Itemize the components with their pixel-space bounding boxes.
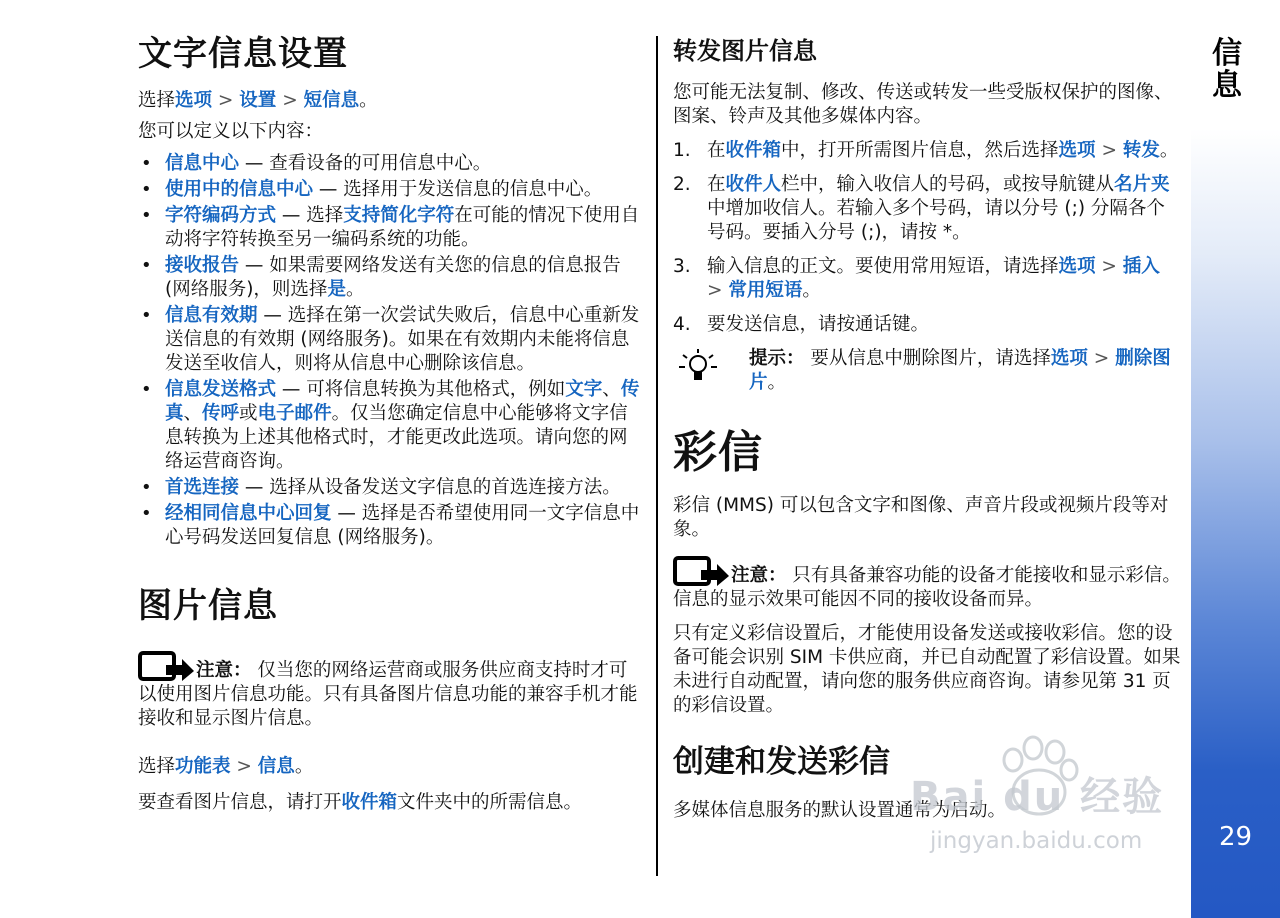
menu-link-messaging[interactable]: 信息 xyxy=(257,755,295,777)
tip-block xyxy=(673,347,1181,395)
list-item: • 信息有效期 — 选择在第一次尝试失败后，信息中心重新发送信息的有效期 (网络服务)。如果在有效期内未能将信息发送至收信人，则将从信息中心删除该信息。 xyxy=(138,304,643,376)
mms-intro: 彩信 (MMS) 可以包含文字和图像、声音片段或视频片段等对象。 xyxy=(673,494,1169,540)
menu-link-settings[interactable]: 设置 xyxy=(239,89,277,111)
mms-settings-para: 只有定义彩信设置后，才能使用设备发送或接收彩信。您的设备可能会识别 SIM 卡供应商，并已自动配置了彩信设置。如果未进行自动配置，请向您的服务供应商咨询。请参见第 31 页的彩信设置。 xyxy=(673,622,1181,716)
list-item: 3. 输入信息的正文。要使用常用短语，请选择选项 > 插入 > 常用短语。 xyxy=(673,256,1160,302)
right-column xyxy=(673,0,1181,823)
watermark-brand: Bai du 经验 xyxy=(910,774,1165,820)
left-column xyxy=(138,0,643,815)
column-divider xyxy=(656,36,658,876)
menu-path: 选择选项 > 设置 > 短信息。 xyxy=(138,89,378,111)
chapter-sidebar xyxy=(1191,0,1280,918)
page-number: 29 xyxy=(1218,822,1253,852)
note-block: 注意： 仅当您的网络运营商或服务供应商支持时才可以使用图片信息功能。只有具备图片信息功能的兼容手机才能接收和显示图片信息。 xyxy=(138,651,643,731)
list-item: 2. 在收件人栏中，输入收信人的号码，或按导航键从名片夹中增加收信人。若输入多个号码，请以分号 (;) 分隔各个号码。要插入分号 (;)，请按 *。 xyxy=(673,174,1170,244)
list-item: • 信息发送格式 — 可将信息转换为其他格式，例如文字、传真、传呼或电子邮件。仅当您确定信息中心能够将文字信息转换为上述其他格式时，才能更改此选项。请向您的网络运营商咨询。 xyxy=(138,378,643,474)
forward-steps xyxy=(673,139,1181,337)
note-icon xyxy=(673,556,731,588)
intro-text: 您可以定义以下内容： xyxy=(138,120,324,142)
list-item: • 信息中心 — 查看设备的可用信息中心。 xyxy=(138,152,643,176)
forward-intro: 您可能无法复制、修改、传送或转发一些受版权保护的图像、图案、铃声及其他多媒体内容。 xyxy=(673,82,1173,128)
section-title-picture-messages: 图片信息 xyxy=(138,585,278,626)
section-title-text-settings: 文字信息设置 xyxy=(138,34,348,74)
menu-link-options[interactable]: 选项 xyxy=(175,89,213,111)
list-item: • 字符编码方式 — 选择支持简化字符在可能的情况下使用自动将字符转换至另一编码系统的功能。 xyxy=(138,204,643,252)
watermark-url: jingyan.baidu.com xyxy=(930,828,1143,854)
menu-link-sms[interactable]: 短信息 xyxy=(303,89,360,111)
view-instructions: 要查看图片信息，请打开收件箱文件夹中的所需信息。 xyxy=(138,791,583,813)
note-icon xyxy=(138,651,196,683)
create-intro: 多媒体信息服务的默认设置通常为启动。 xyxy=(673,800,1007,822)
settings-list xyxy=(138,152,643,550)
list-item: 1. 在收件箱中，打开所需图片信息，然后选择选项 > 转发。 xyxy=(673,140,1179,162)
section-title-mms: 彩信 xyxy=(673,427,763,479)
menu-path-2: 选择功能表 > 信息。 xyxy=(138,755,314,777)
section-title-forward: 转发图片信息 xyxy=(673,37,817,65)
list-item: 4. 要发送信息，请按通话键。 xyxy=(673,314,930,336)
tip-text: 提示： 要从信息中删除图片，请选择选项 > 删除图片。 xyxy=(749,348,1171,394)
inbox-link[interactable]: 收件箱 xyxy=(341,791,398,813)
menu-link-menu[interactable]: 功能表 xyxy=(175,755,231,777)
list-item: • 经相同信息中心回复 — 选择是否希望使用同一文字信息中心号码发送回复信息 (网络服务)。 xyxy=(138,502,643,550)
section-title-create-mms: 创建和发送彩信 xyxy=(673,743,890,780)
list-item: • 使用中的信息中心 — 选择用于发送信息的信息中心。 xyxy=(138,178,643,202)
chapter-label: 信息 xyxy=(1212,36,1242,103)
list-item: • 接收报告 — 如果需要网络发送有关您的信息的信息报告 (网络服务)，则选择是。 xyxy=(138,254,643,302)
lightbulb-icon xyxy=(675,347,721,391)
mms-note-block: 注意： 只有具备兼容功能的设备才能接收和显示彩信。信息的显示效果可能因不同的接收设备而异。 xyxy=(673,556,1181,612)
list-item: • 首选连接 — 选择从设备发送文字信息的首选连接方法。 xyxy=(138,476,643,500)
